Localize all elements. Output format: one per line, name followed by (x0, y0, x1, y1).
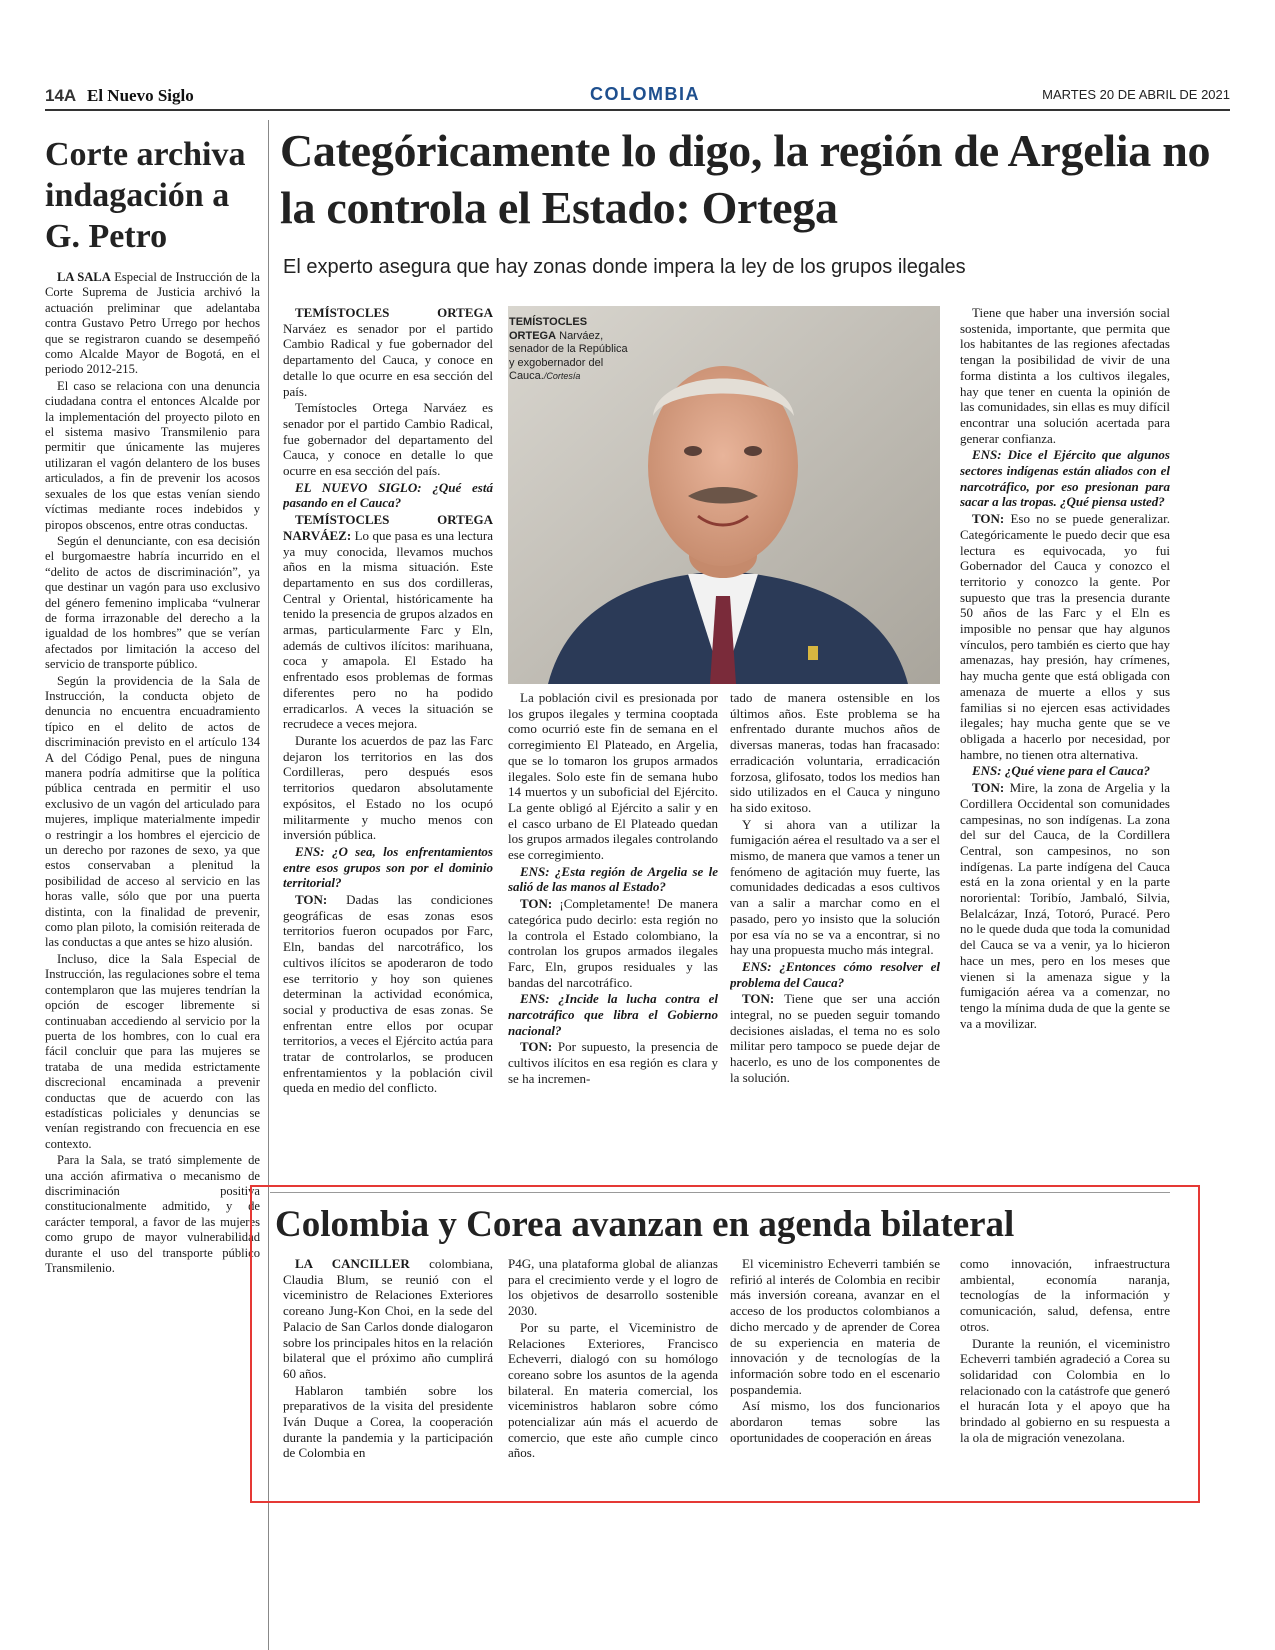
box-column-1 (283, 1256, 493, 1486)
box-column-3 (730, 1256, 940, 1486)
answer-speaker: TON: (520, 1039, 553, 1055)
answer-speaker: TON: (520, 896, 553, 912)
question-speaker: ENS: (972, 763, 1002, 779)
paragraph: Por su parte, el Viceministro de Relaciones Exteriores, Francisco Echeverri, dialogó con su homólogo coreano sobre los asuntos de la agenda bilateral. En materia comercial, los viceministros hablaron sobre cómo potencializar aún más el acuerdo de comercio, que este año cumple cinco años. (508, 1319, 718, 1461)
lead-in: TEMÍSTOCLES ORTEGA (295, 305, 493, 320)
answer: Lo que pasa es una lectura ya muy conocida, llevamos muchos años en la misma situación. Este departamento en sus dos cordilleras, Central y Oriental, históricamente ha tenido la presencia de grupos alzados en armas, particularmente Farc y Eln, además de cultivos ilícitos: marihuana, coca y amapola. El Estado ha enfrentado esos problemas de formas diferentes pero no ha podido erradicarlos. A veces la situación se recrudece a veces mejora. (283, 527, 493, 732)
paragraph: como innovación, infraestructura ambiental, economía naranja, tecnologías de la información y comunicación, salud, defensa, entre otros. (960, 1256, 1170, 1334)
paragraph: P4G, una plataforma global de alianzas para el crecimiento verde y el logro de los objetivos de desarrollo sostenible 2030. (508, 1256, 718, 1319)
issue-date: MARTES 20 DE ABRIL DE 2021 (1042, 87, 1230, 102)
article-column-2 (508, 690, 718, 1175)
question: Dice el Ejército que algunos sectores indígenas están aliados con el narcotráfico, por eso presionan para sacar a las tropas. ¿Qué piensa usted? (960, 447, 1170, 510)
question: ¿Esta región de Argelia se le salió de las manos al Estado? (508, 863, 718, 895)
paragraph: Durante la reunión, el viceministro Echeverri también agradeció a Corea su solidaridad con Colombia en lo relacionado con la catástrofe que generó el huracán Iota y el apoyo que ha brindado al gobierno en su respuesta a la ola de migración venezolana. (960, 1335, 1170, 1445)
left-story-lead: LA SALA (57, 270, 111, 284)
article-column-3 (730, 690, 940, 1175)
caption-text: Narváez, senador de la República y exgobernador del Cauca. (509, 329, 628, 382)
answer: Mire, la zona de Argelia y la Cordillera Occidental son comunidades campesinas, no son indígenas. La zona del sur del Cauca, de la Cordillera Central, son campesinos, no son indígenas. La parte indígena del Cauca está en la zona oriental y en la parte nororiental: Toribío, Jambaló, Silvia, Belalcázar, Inzá, Totoró, Puracé. Pero no le quede duda que toda la comunidad del Cauca se va a venir, ya lo hicieron hace un mes, pero en los meses que vienen si la amenaza sigue y la fumigación aérea va a comenzar, no tengo la mínima duda de que la gente se va a movilizar. (960, 780, 1170, 1031)
paragraph: tado de manera ostensible en los últimos años. Este problema se ha enfrentado durante muchos años de diversas maneras, todas han fracasado: erradicación voluntaria, erradicación forzosa, glifosato, todos los medios han sido utilizados en el Cauca y ninguno ha sido exitoso. (730, 690, 940, 815)
answer-speaker: TON: (972, 780, 1005, 796)
masthead: El Nuevo Siglo (87, 86, 194, 105)
question: ¿O sea, los enfrentamientos entre esos grupos son por el dominio territorial? (283, 843, 493, 891)
box-rule (270, 1192, 1170, 1193)
paragraph: Especial de Instrucción de la Corte Suprema de Justicia archivó la actuación preliminar que adelantaba contra Gustavo Petro Urrego por hechos que se registraron cuando se desempeñó como Alcalde Mayor de Bogotá, en el periodo 2012-215. (45, 270, 260, 377)
answer: Por supuesto, la presencia de cultivos ilícitos en esa región es clara y se ha incremen- (508, 1039, 718, 1086)
left-story-title: Corte archiva indagación a G. Petro (45, 136, 246, 255)
box-column-4 (960, 1256, 1170, 1486)
answer-speaker: TEMÍSTOCLES ORTEGA NARVÁEZ: (283, 512, 493, 543)
paragraph: Temístocles Ortega Narváez es senador por el partido Cambio Radical, fue gobernador del departamento del Cauca, y conoce en detalle lo que ocurre en esa sección del país. (283, 400, 493, 479)
paragraph: Así mismo, los dos funcionarios abordaron temas sobre las oportunidades de cooperación en áreas (730, 1398, 940, 1445)
answer: Dadas las condiciones geográficas de esas zonas esos territorios fueron ocupados por Farc, Eln, bandas del narcotráfico, los cultivos ilícitos se apoderaron de todo ese territorio y hoy son quienes determinan la actividad económica, social y productiva de esas zonas. Se enfrentan entre ellos por ocupar territorios, a veces el Ejército actúa para tratar de controlarlos, se producen enfrentamientos y la población civil queda en medio del conflicto. (283, 892, 493, 1096)
answer-speaker: TON: (742, 991, 775, 1007)
paragraph: Tiene que haber una inversión social sostenida, importante, que permita que los habitantes de las regiones afectadas tengan la posibilidad de vivir de una forma distinta a los cultivos ilegales, hay que tener en cuenta la opinión de las comunidades, sin ellas es muy difícil encontrar una solución acertada para generar confianza. (960, 305, 1170, 446)
question-speaker: EL NUEVO SIGLO: (295, 479, 422, 495)
paragraph: Hablaron también sobre los preparativos de la visita del presidente Iván Duque a Corea, la cooperación durante la pandemia y la participación de Colombia en (283, 1382, 493, 1461)
caption-credit: /Cortesía (543, 371, 581, 381)
left-story-body (45, 270, 260, 1560)
answer-speaker: TON: (972, 511, 1005, 527)
paragraph: colombiana, Claudia Blum, se reunió con el viceministro de Relaciones Exteriores coreano Jung-Kon Choi, en la sede del Palacio de San Carlos donde dialogaron sobre los principales hitos en la relación bilateral que el próximo año cumplirá 60 años. (283, 1256, 493, 1381)
paragraph: La población civil es presionada por los grupos ilegales y termina cooptada como ocurrió este fin de semana en el corregimiento El Plateado, en Argelia, que se lo tomaron los grupos armados ilegales. Solo este fin de semana hubo 14 muertos y un suboficial del Ejército. La gente obligó al Ejército a salir y en el casco urbano de El Plateado quedan los grupos armados ilegales controlando ese corregimiento. (508, 690, 718, 863)
question-speaker: ENS: (520, 863, 550, 879)
paragraph: Y si ahora van a utilizar la fumigación aérea el resultado va a ser el mismo, de manera que vamos a tener un fenómeno de agitación muy fuerte, las comunidades dedicadas a esos cultivos van a salir a marchar como en el pasado, pero yo insisto que la solución por esa vía no se va a encontrar, si no hay una propuesta mucho más integral. (730, 816, 940, 958)
paragraph: Narváez es senador por el partido Cambio Radical y fue gobernador del departamento del Cauca, y conoce en detalle lo que ocurre en esa sección del país. (283, 320, 493, 399)
question: ¿Qué viene para el Cauca? (1001, 763, 1151, 779)
paragraph: Según el denunciante, con esa decisión el burgomaestre habría incurrido en el “delito de actos de discriminación”, ya que destinar un vagón para uso exclusivo del género femenino implicaba “vulnerar de forma irrazonable del derecho a la igualdad de los hombres” que se verían afectados por limitación la acceso del servicio de transporte público. (45, 533, 260, 672)
header-rule (45, 109, 1230, 111)
paragraph: Incluso, dice la Sala Especial de Instrucción, las regulaciones sobre el tema contemplaron que las mujeres tendrían la opción de escoger libremente si continuaban accediendo al servicio por la puerta de los hombres, con lo cual era fácil concluir que para las mujeres se trataba de una medida estrictamente discrecional encaminada a prevenir conductas que de acuerdo con las estadísticas policiales y denuncias se venían registrando con frecuencia en ese contexto. (45, 951, 260, 1151)
answer-speaker: TON: (295, 892, 328, 908)
main-subheadline: El experto asegura que hay zonas donde impera la ley de los grupos ilegales (283, 256, 966, 278)
article-column-1 (283, 305, 493, 1175)
question-speaker: ENS: (742, 958, 772, 974)
section-label: COLOMBIA (590, 84, 700, 104)
paragraph: Para la Sala, se trató simplemente de una acción afirmativa o mecanismo de discriminación positiva constitucionalmente admitido, y de carácter temporal, a favor de las mujeres como grupo de mayor vulnerabilidad durante el uso del transporte público Transmilenio. (45, 1153, 260, 1275)
box-column-2 (508, 1256, 718, 1486)
paragraph: Durante los acuerdos de paz las Farc dejaron los territorios en las dos Cordilleras, pero después esos territorios quedaron absolutamente expósitos, el Estado no los ocupó militarmente y mucho menos con inversión pública. (283, 732, 493, 843)
paragraph: Según la providencia de la Sala de Instrucción, la conducta objeto de denuncia no encuentra encuadramiento típico en el delito de actos de discriminación previsto en el artículo 134 A del Código Penal, pues de ninguna manera podría admitirse que la política pública centrada en permitir el uso exclusivo de un vagón del articulado para mujeres, implique materialmente impedir o restringir a los hombres el ejercicio de un derecho por razones de sexo, ya que estos conservaban a plenitud la posibilidad de acceso al servicio en las horas valle, sólo que por una puerta distinta, con la finalidad de prevenir, como plan piloto, la comisión reiterada de las conductas a que antes se hizo alusión. (45, 673, 260, 950)
box-story-title: Colombia y Corea avanzan en agenda bilateral (275, 1204, 1015, 1245)
question-speaker: ENS: (972, 447, 1002, 463)
question-speaker: ENS: (295, 843, 325, 859)
answer: ¡Completamente! De manera categórica pudo decirlo: esta región no la controla el Estado colombiano, la controlan los grupos armados ilegales Farc, Eln, grupos residuales y las bandas del narcotráfico. (508, 896, 718, 990)
main-headline: Categóricamente lo digo, la región de Argelia no la controla el Estado: Ortega (280, 125, 1211, 233)
page-number: 14A (45, 86, 77, 105)
answer: Eso no se puede generalizar. Categóricamente le puedo decir que esa lectura es equivocada, yo fui Gobernador del Cauca y conozco el territorio y conozco la gente. Por supuesto que tras la presencia durante 50 años de las Farc y el Eln es imposible no pensar que hay algunos vínculos, pero también es cierto que hay amenazas, hay presión, hay crímenes, hay mucha gente que está obligada con amenaza de muerte a ellos y sus familias si no ejercen esas actividades ilegales; hay mucha gente que se ve obligada a hacerlo por necesidad, por hambre, no tienen otra alternativa. (960, 511, 1170, 762)
photo-caption (509, 316, 629, 384)
paragraph: El viceministro Echeverri también se refirió al interés de Colombia en recibir más inversión coreana, avanzar en el acceso de los productos colombianos a dicho mercado y de aprender de Corea de su experiencia en materia de innovación y de tecnologías de la información sobre todo en el escenario pospandemia. (730, 1256, 940, 1397)
paragraph: El caso se relaciona con una denuncia ciudadana contra el entonces Alcalde por la implementación del proyecto piloto en el sistema masivo Transmilenio para permitir que únicamente las mujeres utilizaran el vagón delantero de los buses articulados, a fin de prevenir los acosos sexuales de los que estas venían siendo víctimas mediante roces indebidos y piropos obscenos, entre otras conductas. (45, 378, 260, 532)
caption-name: TEMÍSTOCLES ORTEGA (509, 316, 588, 342)
page-header (45, 84, 1230, 108)
lead-in: LA CANCILLER (295, 1256, 410, 1271)
article-column-4 (960, 305, 1170, 1175)
question-speaker: ENS: (520, 991, 550, 1007)
question: ¿Qué está pasando en el Cauca? (283, 479, 493, 511)
question: ¿Entonces cómo resolver el problema del Cauca? (730, 958, 940, 990)
answer: Tiene que ser una acción integral, no se pueden seguir tomando decisiones aisladas, el tema no es solo militar pero tampoco se puede dejar de hacerlo, es uno de los componentes de la solución. (730, 991, 940, 1085)
question: ¿Incide la lucha contra el narcotráfico que libra el Gobierno nacional? (508, 991, 718, 1038)
